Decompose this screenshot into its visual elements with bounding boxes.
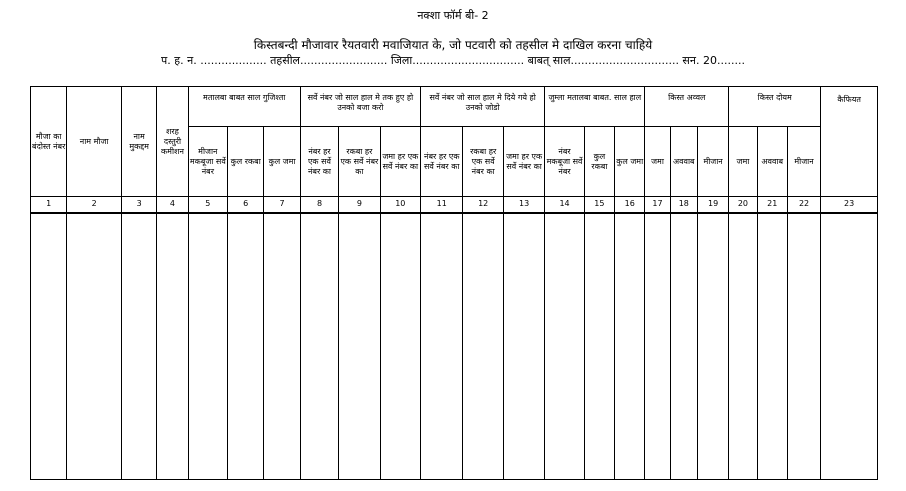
col-number: 13 (503, 197, 544, 213)
col-number: 9 (339, 197, 380, 213)
group-jumla-matalaba: जुम्ला मतालबा बाबत. साल हाल (545, 87, 645, 127)
col-number: 16 (615, 197, 645, 213)
data-cell (421, 213, 463, 480)
data-cell (615, 213, 645, 480)
data-cell (188, 213, 227, 480)
col-jama-jodo: जमा हर एक सर्वे नंबर का (503, 127, 544, 197)
col-jama-doyam: जमा (729, 127, 757, 197)
empty-data-row (31, 213, 878, 480)
data-cell (584, 213, 614, 480)
col-number-baja: नंबर हर एक सर्वे नंबर का (300, 127, 338, 197)
col-number: 8 (300, 197, 338, 213)
data-cell (821, 213, 878, 480)
col-naam-mukaddam: नाम मुकद्दम (121, 87, 156, 197)
data-cell (645, 213, 670, 480)
data-cell (757, 213, 787, 480)
group-kist-avval: किस्त अव्वल (645, 87, 729, 127)
data-cell (729, 213, 757, 480)
col-number: 15 (584, 197, 614, 213)
data-cell (264, 213, 300, 480)
data-cell (67, 213, 122, 480)
col-number: 5 (188, 197, 227, 213)
data-cell (31, 213, 67, 480)
col-mijan-doyam: मीजान (787, 127, 820, 197)
data-cell (787, 213, 820, 480)
group-matalaba-gujishta: मतालबा बाबत साल गुजिश्ता (188, 87, 300, 127)
col-number: 10 (380, 197, 420, 213)
col-kul-jama-2: कुल जमा (615, 127, 645, 197)
col-number: 18 (670, 197, 697, 213)
col-rakba-jodo: रकबा हर एक सर्वे नंबर का (463, 127, 503, 197)
col-kaifiyat: कैफियत (821, 87, 878, 197)
col-number: 3 (121, 197, 156, 213)
col-number-jodo: नंबर हर एक सर्वे नंबर का (421, 127, 463, 197)
data-cell (157, 213, 188, 480)
form-title: नक्शा फॉर्म बी- 2 (417, 9, 489, 22)
kist-table (30, 86, 878, 480)
col-mijan-avval: मीजान (697, 127, 728, 197)
col-number: 23 (821, 197, 878, 213)
col-jama-avval: जमा (645, 127, 670, 197)
form-subtitle: किस्तबन्दी मौजावार रैयतवारी मवाजियात के, जो पटवारी को तहसील मे दाखिल करना चाहिये (253, 38, 653, 52)
col-rakba-baja: रकबा हर एक सर्वे नंबर का (339, 127, 380, 197)
col-kul-jama-1: कुल जमा (264, 127, 300, 197)
col-mijan-makbuja: मीजान मकबूजा सर्वे नंबर (188, 127, 227, 197)
data-cell (503, 213, 544, 480)
col-number: 4 (157, 197, 188, 213)
col-number: 21 (757, 197, 787, 213)
data-cell (121, 213, 156, 480)
col-number: 12 (463, 197, 503, 213)
col-number: 1 (31, 197, 67, 213)
group-survey-baja: सर्वे नंबर जो साल हाल मे तक हुए हो उनको बजा करो (300, 87, 420, 127)
col-kul-rakba-2: कुल रकबा (584, 127, 614, 197)
col-number: 6 (228, 197, 264, 213)
col-avvab-avval: अववाब (670, 127, 697, 197)
group-kist-doyam: किस्त दोयम (729, 87, 821, 127)
col-number: 7 (264, 197, 300, 213)
col-mauja-bandobast-no: मौजा का बंदोस्त नंबर (31, 87, 67, 197)
data-cell (300, 213, 338, 480)
data-cell (380, 213, 420, 480)
col-jama-baja: जमा हर एक सर्वे नंबर का (380, 127, 420, 197)
col-number: 11 (421, 197, 463, 213)
col-kul-rakba-1: कुल रकबा (228, 127, 264, 197)
col-number: 19 (697, 197, 728, 213)
data-cell (697, 213, 728, 480)
column-number-row (31, 197, 878, 213)
data-cell (339, 213, 380, 480)
data-cell (670, 213, 697, 480)
data-cell (545, 213, 584, 480)
col-number: 17 (645, 197, 670, 213)
col-number: 14 (545, 197, 584, 213)
col-avvab-doyam: अववाब (757, 127, 787, 197)
col-number: 2 (67, 197, 122, 213)
data-cell (463, 213, 503, 480)
data-cell (228, 213, 264, 480)
col-naam-mauja: नाम मौजा (67, 87, 122, 197)
col-number: 22 (787, 197, 820, 213)
form-fill-line: प. ह. न. ................... तहसील......................... जिला................................ बाबत् साल............................... सन. 20........ (161, 54, 745, 67)
col-sharah-dasturi-commission: शरह दस्तुरी कमीशन (157, 87, 188, 197)
col-number-makbuja: नंबर मकबूजा सर्वे नंबर (545, 127, 584, 197)
col-number: 20 (729, 197, 757, 213)
group-survey-jodo: सर्वे नंबर जो साल हाल मे दिये गये हो उनको जोडो (421, 87, 545, 127)
header-row-group (31, 87, 878, 127)
